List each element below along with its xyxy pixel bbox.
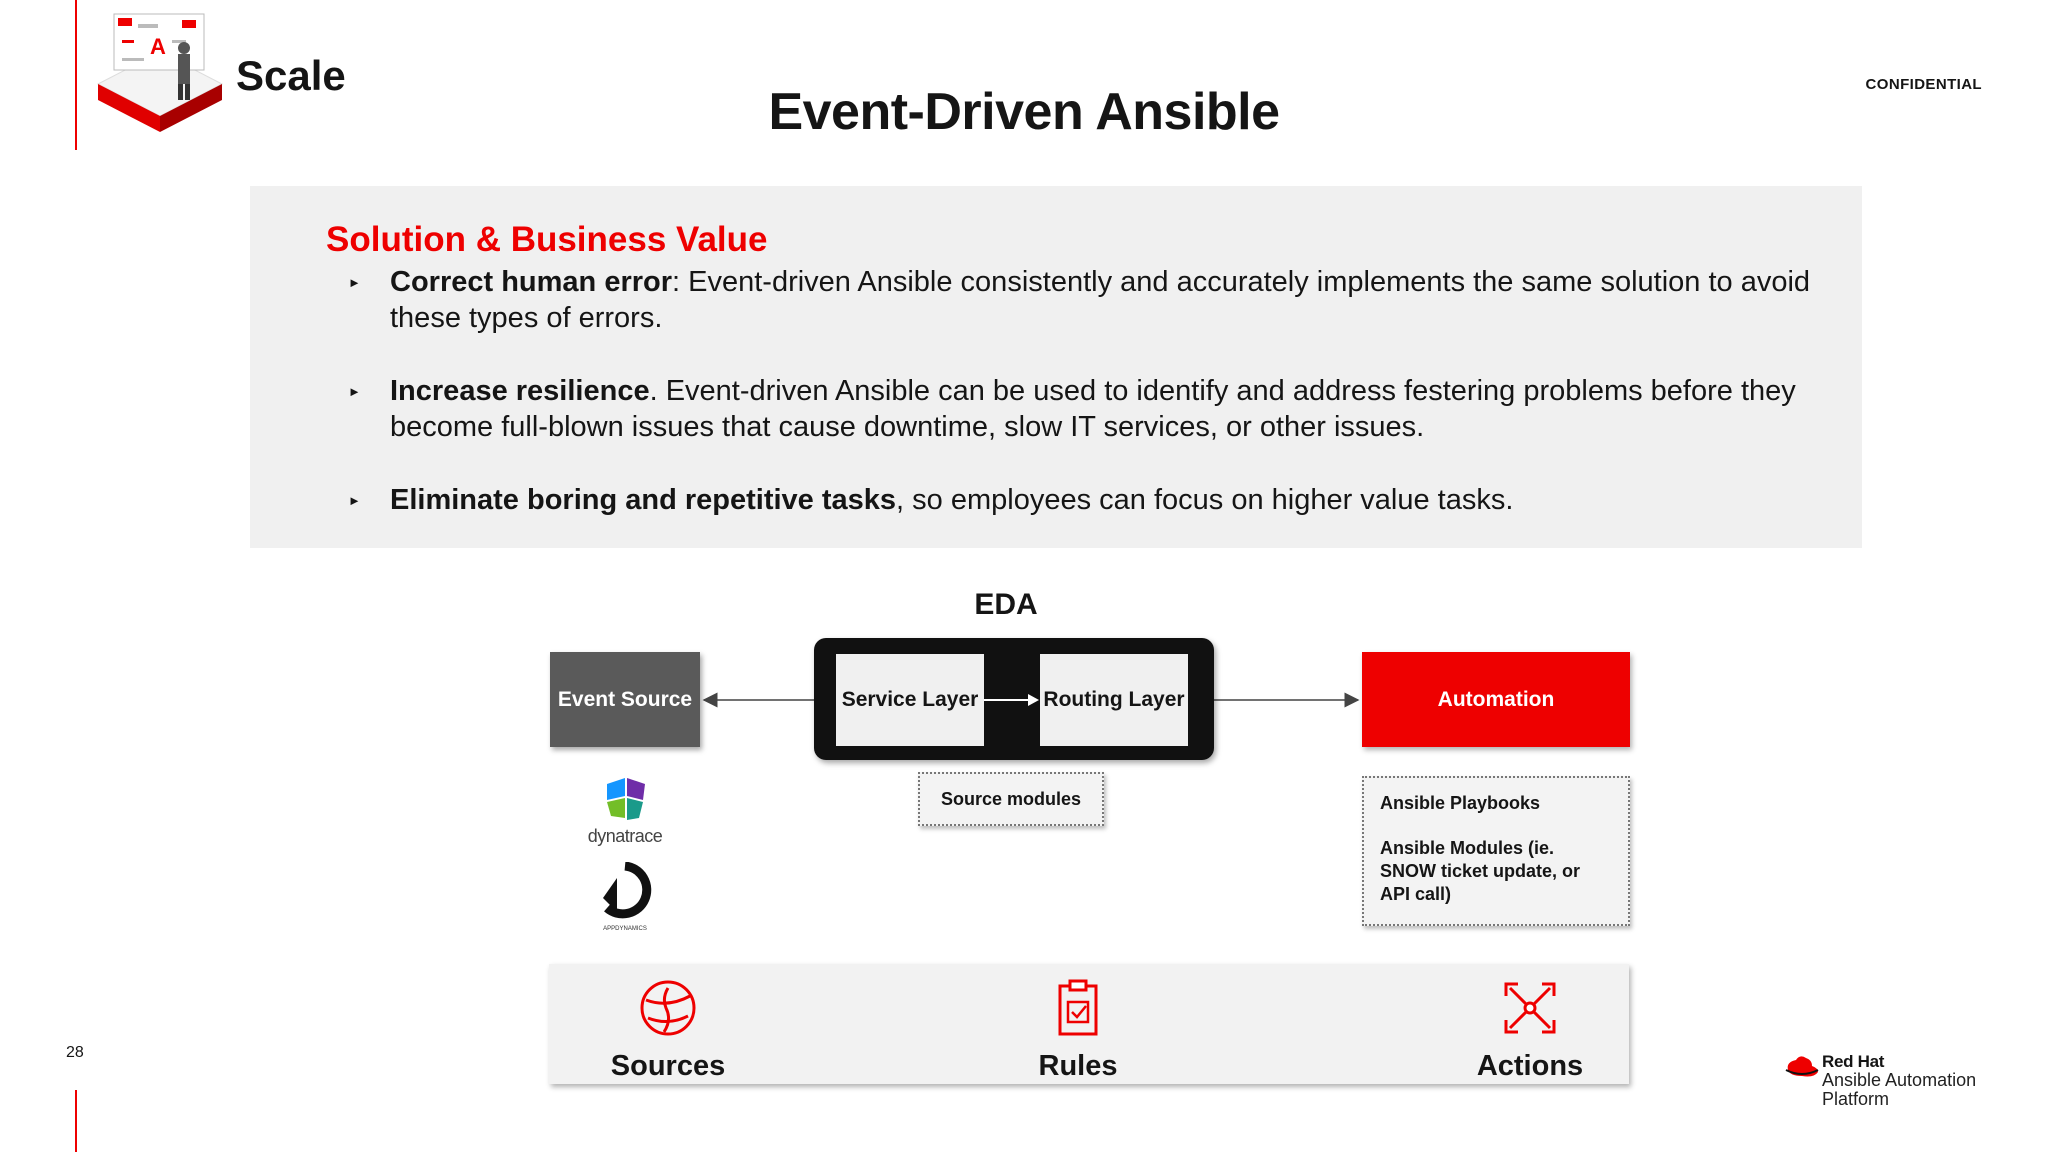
bullet-bold: Eliminate boring and repetitive tasks	[390, 484, 897, 516]
pillar-label-actions: Actions	[1476, 1050, 1584, 1082]
automation-detail-box	[1362, 776, 1630, 926]
brand-name: Red Hat	[1822, 1052, 1885, 1071]
source-modules-box: Source modules	[918, 772, 1104, 826]
bullet-bold: Correct human error	[390, 266, 673, 298]
appdynamics-logo-text: APPDYNAMICS	[603, 926, 647, 932]
bullet-marker-icon: ►	[348, 493, 361, 508]
dynatrace-logo-icon	[603, 776, 649, 822]
clipboard-check-icon	[1054, 978, 1102, 1038]
pillar-label-sources: Sources	[610, 1050, 726, 1082]
section-label: Scale	[236, 52, 346, 99]
expand-arrows-icon	[1500, 978, 1560, 1038]
brand-product: Ansible Automation Platform	[1822, 1070, 1977, 1109]
bullet-marker-icon: ►	[348, 275, 361, 290]
routing-layer-box: Routing Layer	[1040, 654, 1188, 746]
bullet-bold: Increase resilience	[390, 375, 650, 407]
event-source-box: Event Source	[550, 652, 700, 747]
automation-detail-line2: Ansible Modules (ie. SNOW ticket update, or API call)	[1380, 838, 1581, 904]
service-layer-box: Service Layer	[836, 654, 984, 746]
appdynamics-logo-icon	[595, 862, 655, 932]
pillar-label-rules: Rules	[1038, 1050, 1118, 1082]
bullet-text: . Event-driven Ansible can be used to identify and address festering problems before they become full-blown issues that cause downtime, slow IT services, or other issues.	[390, 375, 1796, 443]
slide-title: Event-Driven Ansible	[768, 83, 1280, 141]
eda-label: EDA	[974, 588, 1038, 621]
value-heading: Solution & Business Value	[326, 220, 768, 259]
svg-text:A: A	[150, 34, 166, 59]
bullet-marker-icon: ►	[348, 384, 361, 399]
globe-icon	[638, 978, 698, 1038]
bullet-text: : Event-driven Ansible consistently and accurately implements the same solution to avoid these types of errors.	[390, 266, 1811, 334]
dynatrace-logo-text: dynatrace	[587, 826, 663, 846]
bullet-text: , so employees can focus on higher value tasks.	[896, 484, 1514, 516]
service-to-routing-arrow-icon	[984, 690, 1040, 710]
page-number: 28	[66, 1044, 84, 1061]
confidential-label: CONFIDENTIAL	[1865, 76, 1982, 93]
automation-box: Automation	[1362, 652, 1630, 747]
redhat-hat-icon	[1784, 1054, 1820, 1080]
automation-detail-line1: Ansible Playbooks	[1380, 793, 1541, 813]
